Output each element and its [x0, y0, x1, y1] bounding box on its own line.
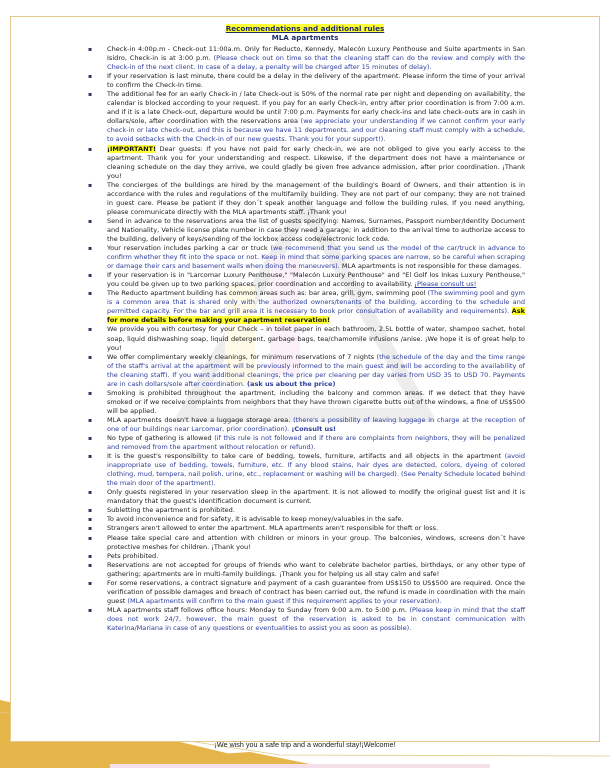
rule-note: (we appreciate your understanding if we cannot confirm your early check-in or late check-out, and this is because we have 11 departments. and our cleaning staff must comply with a schedule, to avoid setbacks with the Check-in of our new guests. Thank you for your support!).: [107, 117, 525, 144]
highlighted-text: ¡IMPORTANT!: [107, 144, 157, 153]
bullet-icon: ▪: [88, 217, 93, 225]
bullet-icon: ▪: [88, 552, 93, 560]
rule-note: (we recommend that you send us the model of the car/truck in advance to confirm whether they fit into the space or not. Keep in mind that some parking spaces are narrow, so be careful when scraping or damage their cars and basement walls when doing the maneuvers).: [107, 244, 525, 271]
rule-text: Strangers aren't allowed to enter the apartment. MLA apartments aren't responsible for theft or loss.: [107, 524, 439, 533]
rule-item: [85, 90, 525, 144]
bullet-icon: ▪: [88, 145, 93, 153]
rule-item: [85, 488, 525, 506]
rule-item: [85, 515, 525, 524]
bullet-icon: ▪: [88, 525, 93, 533]
bullet-icon: ▪: [88, 435, 93, 443]
bullet-icon: ▪: [88, 606, 93, 614]
rule-text: MLA apartments doesn't have a luggage storage area.: [107, 415, 294, 424]
rule-text: Send in advance to the reservations area the list of guests specifying: Names, Surnames, Passport number/Identity Document and Nationality, Vehicle license plate number in case they need a garage; in addition to the arrival time to authorize access to the building, delivery of keys/sending of the lockbox access code/electronic lock code.: [107, 216, 525, 243]
rule-item: [85, 289, 525, 325]
rule-text: We offer complimentary weekly cleanings, for minimum reservations of 7 nights: [107, 352, 377, 361]
bullet-icon: ▪: [88, 181, 93, 189]
rule-text: Check-in 4:00p.m - Check-out 11:00a.m. Only for Reducto, Kennedy, Malecón Luxury Penthouse and Suite apartments in San Isidro, Check-in is at 3:00 p.m.: [107, 45, 525, 63]
rule-item: [85, 452, 525, 488]
rule-text: The additional fee for an early Check-in / late Check-out is 50% of the normal rate per night and depending on availability, the calendar is blocked according to your request. If you pay for an early Check-in, entry after prior coordination is from 7:00 a.m. and if it is a late Check-out, departure would be until 7:00 p.m. Payments for early check-ins and late check-outs are in cash in dollars/sole, after coordination with the reservations area: [107, 90, 525, 126]
rule-text: MLA apartments staff follows office hours: Monday to Sunday from 9:00 a.m. to 5:00 p.m.: [107, 605, 410, 614]
document-subtitle: MLA apartments: [271, 33, 339, 42]
rule-item: [85, 552, 525, 561]
bullet-icon: ▪: [88, 73, 93, 81]
rule-note: (there's a possibility of leaving luggage in charge at the reception of one of our buildings near Larcomar, prior coordination).: [107, 415, 525, 433]
bullet-icon: ▪: [88, 353, 93, 361]
rule-note-emphasis: (ask us about the price): [247, 379, 336, 388]
document-header: [0, 24, 610, 42]
rule-item: [85, 579, 525, 606]
rule-text: Reservations are not accepted for groups of friends who want to celebrate bachelor parties, birthdays, or any other type of gathering; apartments are in multi-family buildings. ¡Thank you for helping us all stay calm and safe!: [107, 560, 525, 578]
bottom-strip: [110, 764, 490, 768]
rule-item: [85, 181, 525, 217]
rule-note-emphasis: ¡Consult us!: [291, 424, 337, 433]
bullet-icon: ▪: [88, 516, 93, 524]
rule-item: [85, 145, 525, 181]
bullet-icon: ▪: [88, 453, 93, 461]
rule-item: [85, 72, 525, 90]
rule-text: If your reservation is in "Larcomar Luxury Penthouse," "Malecón Luxury Penthouse" and "El Golf los Inkas Luxury Penthouse," you could be given up to two parking spaces, prior coordination and according to availability.: [107, 271, 525, 289]
rule-text: Subletting the apartment is prohibited.: [107, 506, 235, 515]
highlighted-text: Ask for more details before making your apartment reservation!: [107, 307, 525, 325]
bullet-icon: ▪: [88, 507, 93, 515]
bullet-icon: ▪: [88, 416, 93, 424]
bullet-icon: ▪: [88, 272, 93, 280]
rule-item: [85, 244, 525, 271]
rule-text: We provide you with courtesy for your Check – in toilet paper in each bathroom, 2.5L bottle of water, shampoo sachet, hotel soap, liquid dishwashing soap, liquid detergent, garbage bags, tea/chamomile infusions /anise. ¡We hope it is of great help to you!: [107, 325, 525, 352]
rule-text: Your reservation includes parking a car or truck: [107, 244, 271, 253]
document-title: Recommendations and additional rules: [225, 24, 385, 33]
rule-note: (The swimming pool and gym is a common area that is shared only with the authorized owners/tenants of the building, according to the schedule and permitted capacity. For the bar and grill area it is necessary to book prior consultation of availability and requirements).: [107, 289, 525, 316]
rule-text: Only guests registered in your reservation sleep in the apartment. It is not allowed to modify the original guest list and it is mandatory that the guest's identification document is current.: [107, 488, 525, 506]
rule-item: [85, 271, 525, 289]
rule-note: (MLA apartments will confirm to the main guest if this requirement applies to your reservation).: [127, 596, 442, 605]
rule-item: [85, 606, 525, 633]
rule-item: [85, 45, 525, 72]
rule-text: For some reservations, a contract signature and payment of a cash guarantee from US$150 to US$500 are required. Once the verification of possible damages and breach of contract has been carried out, the refund is made in coordination with the main guest: [107, 578, 525, 605]
rule-item: [85, 217, 525, 244]
rule-item: [85, 534, 525, 552]
rule-text: Dear guests: If you have not paid for early check-in, we are not obliged to give you early access to the apartment. Thank you for your understanding and respect. Likewise, if the department does not have a maintenance or cleaning schedule on the day they arrive, we could gladly be given free advance admission, after prior coordination. ¡Thank you!: [107, 144, 525, 180]
bullet-icon: ▪: [88, 534, 93, 542]
rule-item: [85, 524, 525, 533]
rule-note: (Please check out on time so that the cleaning staff can do the review and comply with the Check-in of the next client. In case of a delay, a penalty will be charged after 15 minutes of delay).: [107, 54, 525, 72]
rule-text: The concierges of the buildings are hired by the management of the building's Board of Owners, and their attention is in accordance with the rules and regulations of the multifamily building. They are not part of our company; they are not trained in guest care. Please be patient if they don´t speak another language and follow the building rules. If you need anything, please communicate directly with the MLA apartments staff. ¡Thank you!: [107, 180, 525, 216]
bullet-icon: ▪: [88, 46, 93, 53]
rule-item: [85, 434, 525, 452]
consult-us-link[interactable]: ¡Please consult us!: [414, 280, 477, 289]
rule-note: (the schedule of the day and the time range of the staff's arrival at the apartment will be previously informed to the main guest and will be according to the availability of the cleaning staff). If you want additional cleanings, the price per cleaning per day varies from USD 35 to USD 70. Payments are in cash dollars/sole after coordination.: [107, 352, 525, 388]
rule-text: No type of gathering is allowed: [107, 434, 215, 443]
bullet-icon: ▪: [88, 579, 93, 587]
rule-text: If your reservation is last minute, there could be a delay in the delivery of the apartment. Please inform the time of your arrival to confirm the Check-In time.: [107, 72, 525, 90]
rule-note: (if this rule is not followed and if there are complaints from neighbors, they will be penalized and removed from the apartment without relocation or refund).: [107, 434, 525, 452]
bullet-icon: ▪: [88, 389, 93, 397]
rule-note: (avoid inappropriate use of bedding, towels, furniture, etc. If any blood stains, hair dyes are detected, colors, dyeing of colored clothing, mud, tempera, nail polish, urine, etc., replacement or washing will be charged). (See Penalty Schedule located behind the main door of the apartment).: [107, 452, 525, 488]
rule-item: [85, 561, 525, 579]
rule-text: Pets prohibited.: [107, 551, 159, 560]
rule-item: [85, 389, 525, 416]
rule-item: [85, 325, 525, 352]
rule-note: (Please keep in mind that the staff does not work 24/7, however, the main guest of the reservation is asked to be in constant communication with Katerina/Mariana in case of any questions or eventualities to assist you as soon as possible).: [107, 605, 525, 632]
rule-text: Please take special care and attention with children or minors in your group. The balconies, windows, screens don´t have protective meshes for children. ¡Thank you!: [107, 533, 525, 551]
rule-text: To avoid inconvenience and for safety, it is advisable to keep money/valuables in the safe.: [107, 515, 404, 524]
rule-item: [85, 506, 525, 515]
rule-text: Smoking is prohibited throughout the apartment, including the balcony and common areas. If we detect that they have smoked or if we receive complaints from neighbors that they have thrown cigarette butts out of the windows, a fine of US$500 will be applied.: [107, 388, 525, 415]
bullet-icon: ▪: [88, 326, 93, 334]
rule-item: [85, 416, 525, 434]
rule-item: [85, 353, 525, 389]
closing-message: ¡We wish you a safe trip and a wonderful stay!¡Welcome!: [214, 740, 396, 749]
rule-text: MLA apartments is not responsible for these damages.: [339, 262, 522, 271]
bullet-icon: ▪: [88, 561, 93, 569]
rule-text: It is the guest's responsibility to take care of bedding, towels, furniture, artifacts and all objects in the apartment: [107, 452, 505, 461]
bullet-icon: ▪: [88, 245, 93, 253]
bullet-icon: ▪: [88, 489, 93, 497]
bullet-icon: ▪: [88, 91, 93, 99]
rules-list: [85, 45, 525, 633]
rule-text: The Reducto apartment building has common areas such as: bar area, grill, gym, swimming pool: [107, 289, 428, 298]
bullet-icon: ▪: [88, 290, 93, 298]
